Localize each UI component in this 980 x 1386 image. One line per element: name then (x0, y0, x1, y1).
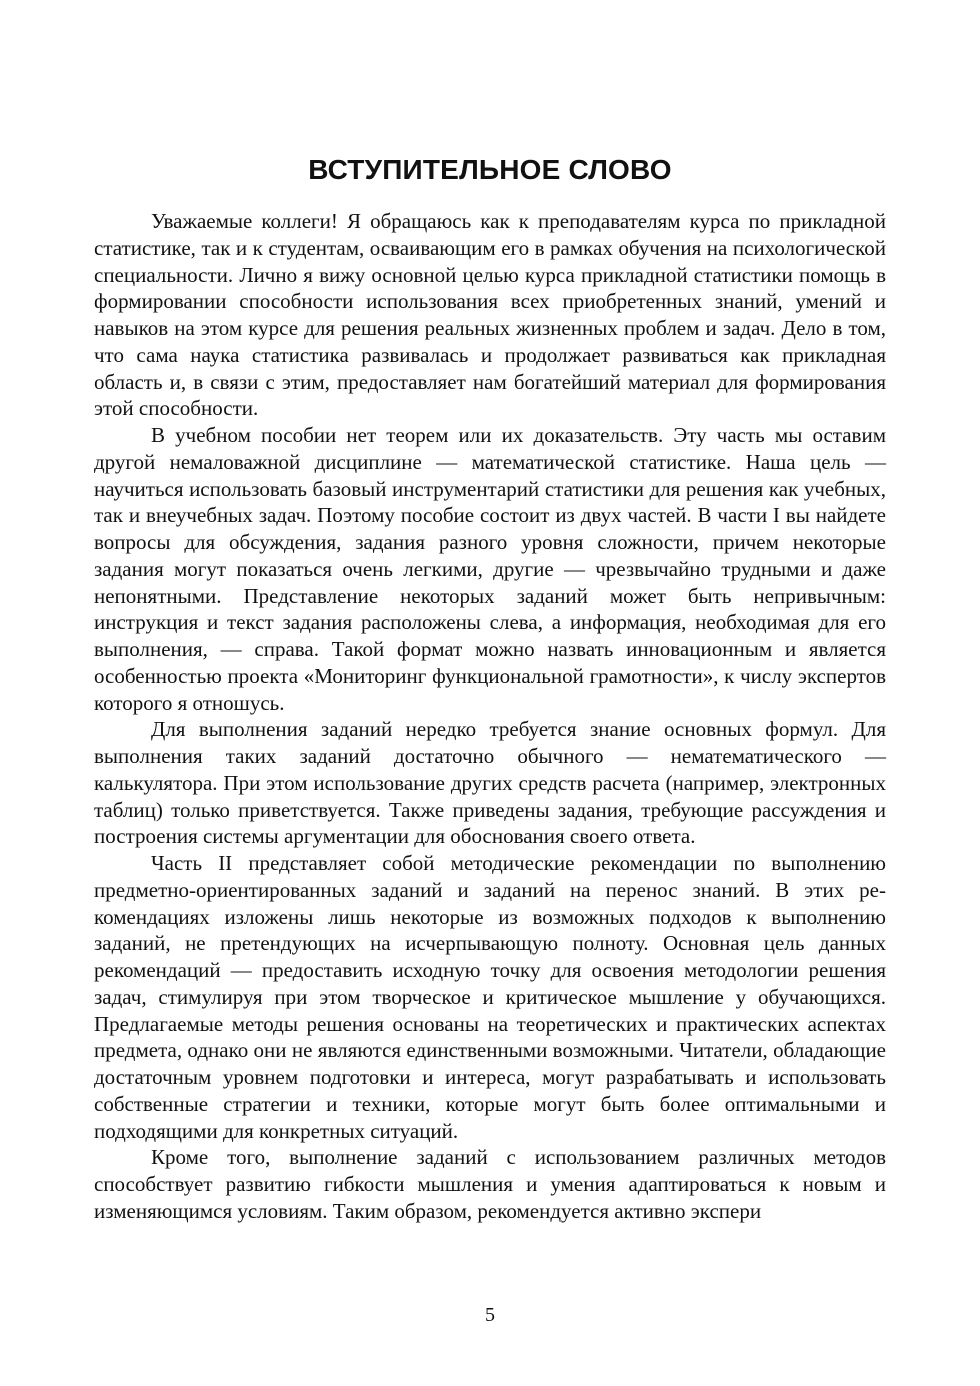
paragraph-5: Кроме того, выполнение заданий с использованием различных методов способствует развитию гибкости мышления и умения адаптироваться к новым и изменяющимся условиям. Таким образом, рекомендуется активно экспери (94, 1145, 886, 1223)
paragraph-3: Для выполнения заданий нередко требуется знание основных формул. Для выполнения таких заданий достаточно обычного — нематематического — калькулятора. При этом использование других средств расчета (например, электронных таблиц) только приветствуется. Также приведены задания, требующие рассуждения и построения системы аргументации для обоснования своего ответа. (94, 717, 886, 849)
page-number: 5 (485, 1304, 495, 1326)
paragraph-1: Уважаемые коллеги! Я обращаюсь как к преподавателям курса по прикладной статистике, так и к студентам, осваивающим его в рамках обучения на психологической специальности. Лично я вижу основной целью курса прикладной статистики помощь в формировании способности использования всех приобретенных знаний, умений и навыков на этом курсе для решения реальных жизненных проблем и задач. Дело в том, что сама наука статистика развивалась и продолжает развиваться как прикладная область и, в связи с этим, предоставляет нам богатейший материал для формирования этой способности. (94, 209, 886, 421)
page-title: ВСТУПИТЕЛЬНОЕ СЛОВО (308, 154, 672, 185)
page-body (94, 150, 886, 1225)
paragraph-4: Часть II представляет собой методические рекомендации по выполнению предметно-ориентированных заданий и заданий на перенос знаний. В этих рекомендациях изложены лишь некоторые из возможных подходов к выполнению заданий, не претендующих на исчерпывающую полноту. Основная цель данных рекомендаций — предоставить исходную точку для освоения методологии решения задач, стимулируя при этом творческое и критическое мышление у обучающихся. Предлагаемые методы решения основаны на теоретических и практических аспектах предмета, однако они не являются единственными возможными. Читатели, обладающие достаточным уровнем подготовки и интереса, могут разрабатывать и использовать собственные стратегии и техники, которые могут быть более оптимальными и подходящими для конкретных ситуаций. (94, 851, 886, 1143)
paragraph-2: В учебном пособии нет теорем или их доказательств. Эту часть мы оставим другой немаловажной дисциплине — математической статистике. Наша цель — научиться использовать базовый инструментарий статистики для решения как учебных, так и внеучебных задач. Поэтому пособие состоит из двух частей. В части I вы найдете вопросы для обсуждения, задания разного уровня сложности, причем некоторые задания могут показаться очень легкими, другие — чрезвычайно трудными и даже непонятными. Представление некоторых заданий может быть непривычным: инструкция и текст задания расположены слева, а информация, необходимая для его выполнения, — справа. Такой формат можно назвать инновационным и является особенностью проекта «Мониторинг функциональной грамотности», к числу экспертов которого я отношусь. (94, 423, 886, 715)
